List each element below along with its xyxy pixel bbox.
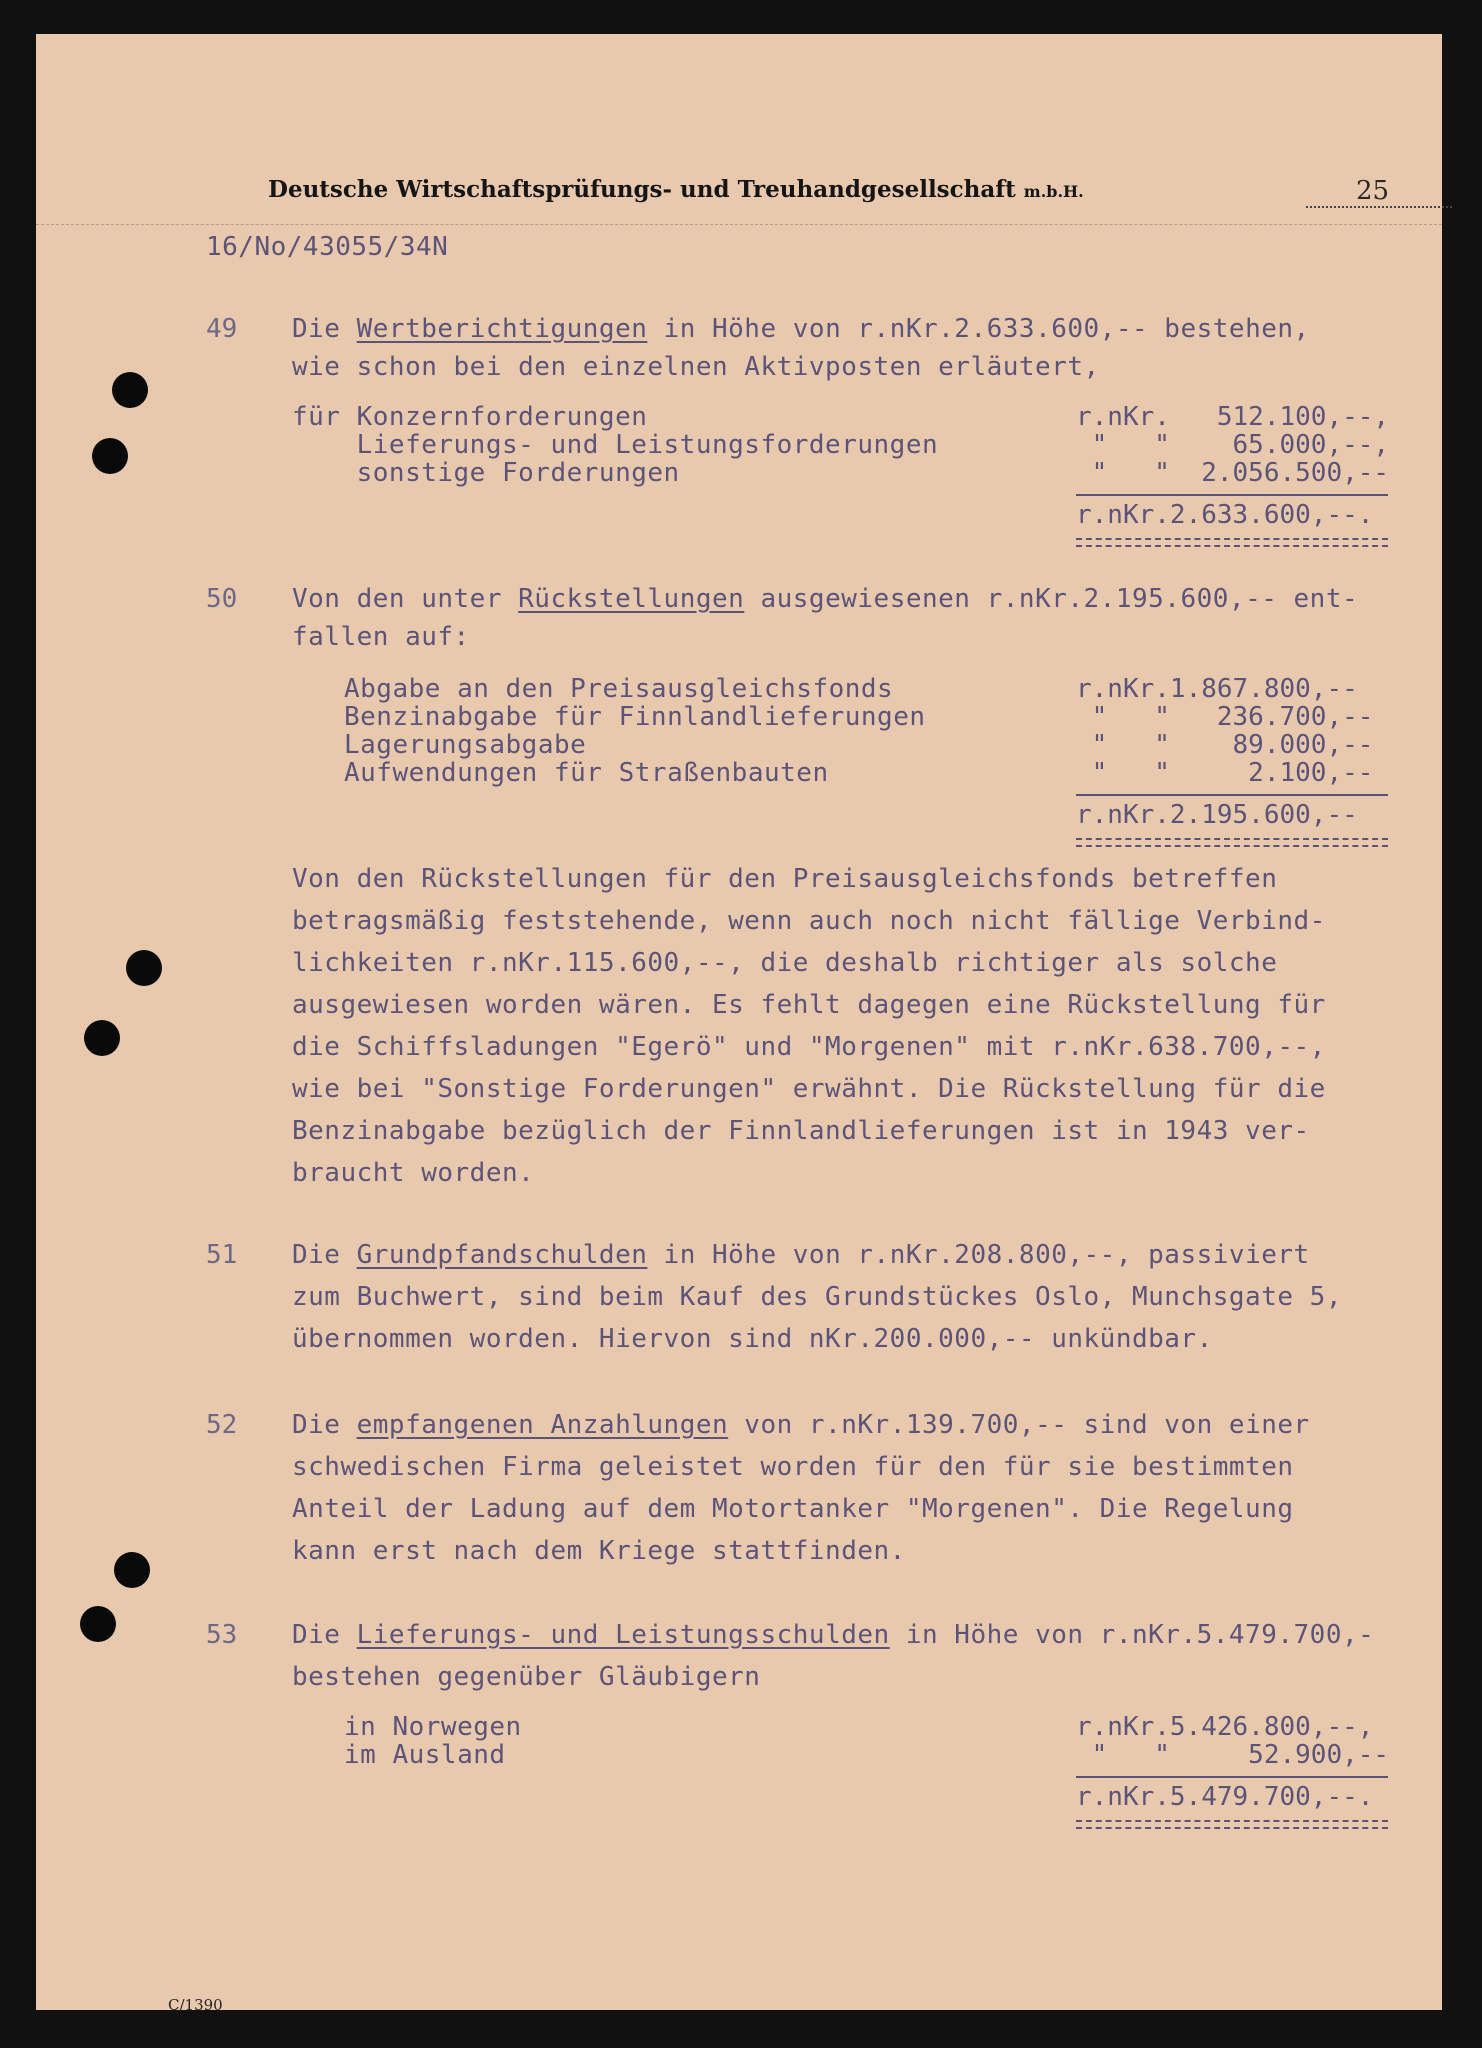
total-amount: r.nKr.2.633.600,--.: [1076, 500, 1374, 530]
letterhead: [268, 176, 1084, 203]
double-underline: [1076, 1820, 1388, 1829]
section-term: Grundpfandschulden: [356, 1240, 648, 1270]
item-amount: " " 236.700,--: [1076, 702, 1374, 732]
section-line: fallen auf:: [292, 622, 470, 652]
section-line: schwedischen Firma geleistet worden für den für sie bestimmten: [292, 1452, 1294, 1482]
item-label: Aufwendungen für Straßenbauten: [344, 758, 829, 788]
section-line: kann erst nach dem Kriege stattfinden.: [292, 1536, 906, 1566]
section-line: Die Grundpfandschulden in Höhe von r.nKr.208.800,--, passiviert: [292, 1240, 1310, 1270]
item-amount: " " 89.000,--: [1076, 730, 1374, 760]
section-line: Die Lieferungs- und Leistungsschulden in Höhe von r.nKr.5.479.700,-: [292, 1620, 1375, 1650]
section-number: 50: [206, 584, 238, 614]
firm-name: Deutsche Wirtschaftsprüfungs- und Treuhandgesellschaft: [268, 176, 1016, 203]
section-line: Von den unter Rückstellungen ausgewiesenen r.nKr.2.195.600,-- ent-: [292, 584, 1359, 614]
form-number: C/1390: [168, 1996, 223, 2014]
page-number: 25: [1306, 176, 1452, 208]
paragraph-line: braucht worden.: [292, 1158, 535, 1188]
section-line: Die Wertberichtigungen in Höhe von r.nKr.2.633.600,-- bestehen,: [292, 314, 1310, 344]
sum-rule: [1076, 494, 1388, 496]
sum-rule: [1076, 794, 1388, 796]
section-number: 53: [206, 1620, 238, 1650]
item-label: für Konzernforderungen: [292, 402, 648, 432]
section-line: zum Buchwert, sind beim Kauf des Grundstückes Oslo, Munchsgate 5,: [292, 1282, 1342, 1312]
reference-number: 16/No/43055/34N: [206, 232, 449, 262]
item-amount: " " 2.100,--: [1076, 758, 1374, 788]
punch-hole: [84, 1020, 120, 1056]
paragraph-line: wie bei "Sonstige Forderungen" erwähnt. Die Rückstellung für die: [292, 1074, 1326, 1104]
punch-hole: [92, 438, 128, 474]
paragraph-line: die Schiffsladungen "Egerö" und "Morgenen" mit r.nKr.638.700,--,: [292, 1032, 1326, 1062]
section-line: Anteil der Ladung auf dem Motortanker "Morgenen". Die Regelung: [292, 1494, 1294, 1524]
item-label: in Norwegen: [344, 1712, 522, 1742]
section-line: bestehen gegenüber Gläubigern: [292, 1662, 761, 1692]
paragraph-line: lichkeiten r.nKr.115.600,--, die deshalb richtiger als solche: [292, 948, 1278, 978]
section-line: wie schon bei den einzelnen Aktivposten erläutert,: [292, 352, 1100, 382]
item-label: im Ausland: [344, 1740, 506, 1770]
total-amount: r.nKr.5.479.700,--.: [1076, 1782, 1374, 1812]
section-term: Rückstellungen: [518, 584, 745, 614]
paragraph-line: ausgewiesen worden wären. Es fehlt dagegen eine Rückstellung für: [292, 990, 1326, 1020]
punch-hole: [80, 1606, 116, 1642]
firm-suffix: m.b.H.: [1023, 182, 1084, 201]
item-amount: r.nKr.1.867.800,--: [1076, 674, 1358, 704]
item-label: sonstige Forderungen: [292, 458, 680, 488]
double-underline: [1076, 838, 1388, 847]
document-page: [36, 34, 1442, 2014]
item-amount: " " 65.000,--,: [1076, 430, 1390, 460]
section-line: übernommen worden. Hiervon sind nKr.200.000,-- unkündbar.: [292, 1324, 1213, 1354]
item-label: Lieferungs- und Leistungsforderungen: [292, 430, 939, 460]
punch-hole: [114, 1552, 150, 1588]
double-underline: [1076, 538, 1388, 547]
section-term: Wertberichtigungen: [356, 314, 648, 344]
section-number: 49: [206, 314, 238, 344]
total-amount: r.nKr.2.195.600,--: [1076, 800, 1358, 830]
header-rule: [36, 224, 1442, 225]
paragraph-line: betragsmäßig feststehende, wenn auch noch nicht fällige Verbind-: [292, 906, 1326, 936]
section-number: 51: [206, 1240, 238, 1270]
item-label: Lagerungsabgabe: [344, 730, 587, 760]
section-line: Die empfangenen Anzahlungen von r.nKr.139.700,-- sind von einer: [292, 1410, 1310, 1440]
item-label: Abgabe an den Preisausgleichsfonds: [344, 674, 894, 704]
sum-rule: [1076, 1776, 1388, 1778]
paragraph-line: Von den Rückstellungen für den Preisausgleichsfonds betreffen: [292, 864, 1278, 894]
item-label: Benzinabgabe für Finnlandlieferungen: [344, 702, 926, 732]
item-amount: " " 52.900,--: [1076, 1740, 1390, 1770]
punch-hole: [126, 950, 162, 986]
section-term: empfangenen Anzahlungen: [356, 1410, 729, 1440]
item-amount: " " 2.056.500,--: [1076, 458, 1390, 488]
paragraph-line: Benzinabgabe bezüglich der Finnlandlieferungen ist in 1943 ver-: [292, 1116, 1310, 1146]
item-amount: r.nKr. 512.100,--,: [1076, 402, 1390, 432]
item-amount: r.nKr.5.426.800,--,: [1076, 1712, 1374, 1742]
punch-hole: [112, 372, 148, 408]
section-number: 52: [206, 1410, 238, 1440]
section-term: Lieferungs- und Leistungsschulden: [356, 1620, 890, 1650]
